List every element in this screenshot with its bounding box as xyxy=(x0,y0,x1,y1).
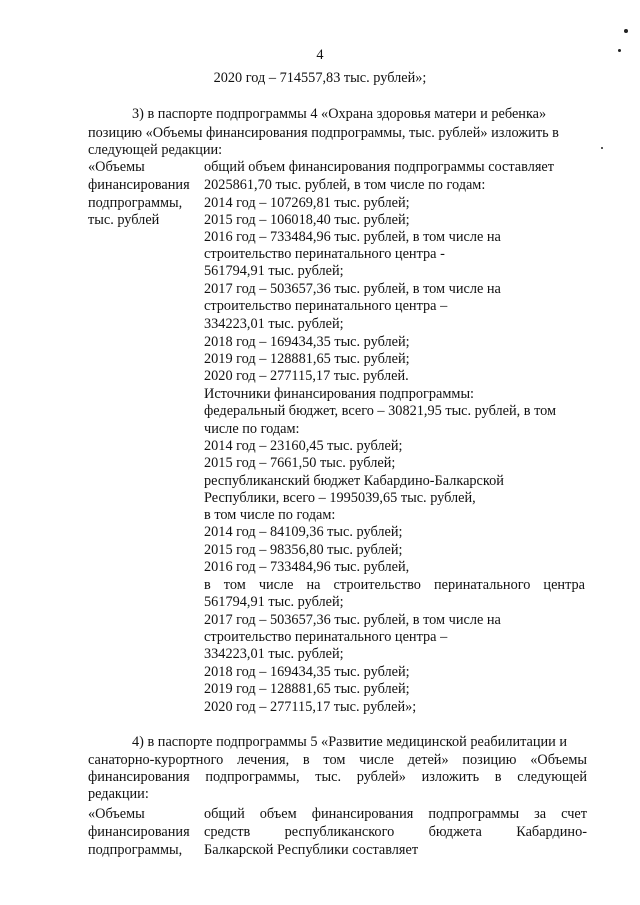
section3-content-line: 2014 год – 23160,45 тыс. рублей; xyxy=(204,438,403,454)
section3-content-line: 2015 год – 106018,40 тыс. рублей; xyxy=(204,212,410,228)
section3-label-line-2: финансирования xyxy=(88,177,190,193)
section3-content-line: в том числе по годам: xyxy=(204,507,336,523)
section3-content-line: 2017 год – 503657,36 тыс. рублей, в том числе на xyxy=(204,281,501,297)
section3-content-line: строительство перинатального центра – xyxy=(204,298,448,314)
scan-speck xyxy=(601,147,603,149)
section3-content-line: 2014 год – 107269,81 тыс. рублей; xyxy=(204,195,410,211)
section4-label-line-2: финансирования xyxy=(88,824,190,840)
section3-content-line: 2015 год – 98356,80 тыс. рублей; xyxy=(204,542,403,558)
section4-label-line-3: подпрограммы, xyxy=(88,842,183,858)
section3-content-line: строительство перинатального центра - xyxy=(204,246,445,262)
section3-content-line: 2019 год – 128881,65 тыс. рублей; xyxy=(204,681,410,697)
section3-content-line: 561794,91 тыс. рублей; xyxy=(204,263,344,279)
section4-content-line: Балкарской Республики составляет xyxy=(204,842,419,858)
section3-intro-line-3: следующей редакции: xyxy=(88,142,223,158)
section3-content-line: 2016 год – 733484,96 тыс. рублей, xyxy=(204,559,410,575)
section3-content-line: числе по годам: xyxy=(204,421,300,437)
section4-intro-line-2: санаторно-курортного лечения, в том числе детей» позицию «Объемы xyxy=(88,752,587,768)
previous-section-end: 2020 год – 714557,83 тыс. рублей»; xyxy=(213,70,427,86)
section3-content-line: 334223,01 тыс. рублей; xyxy=(204,646,344,662)
scan-speck xyxy=(618,49,621,52)
section3-label-line-1: «Объемы xyxy=(88,159,145,175)
scan-speck xyxy=(624,29,628,33)
section3-content-line: 2020 год – 277115,17 тыс. рублей. xyxy=(204,368,409,384)
section3-content-line: 2017 год – 503657,36 тыс. рублей, в том числе на xyxy=(204,612,501,628)
section3-content-line: 561794,91 тыс. рублей; xyxy=(204,594,344,610)
section3-content-line: 2025861,70 тыс. рублей, в том числе по годам: xyxy=(204,177,486,193)
section3-content-line: федеральный бюджет, всего – 30821,95 тыс. рублей, в том xyxy=(204,403,557,419)
section3-content-line: Источники финансирования подпрограммы: xyxy=(204,386,475,402)
section3-content-line: 2016 год – 733484,96 тыс. рублей, в том числе на xyxy=(204,229,501,245)
section3-content-line: 2014 год – 84109,36 тыс. рублей; xyxy=(204,524,403,540)
section4-content-line: общий объем финансирования подпрограммы за счет xyxy=(204,806,587,822)
section3-content-line: строительство перинатального центра – xyxy=(204,629,448,645)
section3-intro-line-2: позицию «Объемы финансирования подпрограммы, тыс. рублей» изложить в xyxy=(88,125,559,141)
section3-content-line: 2019 год – 128881,65 тыс. рублей; xyxy=(204,351,410,367)
section3-content-line: республиканский бюджет Кабардино-Балкарской xyxy=(204,473,504,489)
section3-label-line-3: подпрограммы, xyxy=(88,195,183,211)
section4-label-line-1: «Объемы xyxy=(88,806,145,822)
section3-content-line: 2018 год – 169434,35 тыс. рублей; xyxy=(204,664,410,680)
section3-content-line: 2015 год – 7661,50 тыс. рублей; xyxy=(204,455,396,471)
section3-content-line: 2020 год – 277115,17 тыс. рублей»; xyxy=(204,699,417,715)
section3-label-line-4: тыс. рублей xyxy=(88,212,160,228)
section4-intro-line-3: финансирования подпрограммы, тыс. рублей» изложить в следующей xyxy=(88,769,587,785)
page-number: 4 xyxy=(316,47,324,63)
section4-intro-line-1: 4) в паспорте подпрограммы 5 «Развитие медицинской реабилитации и xyxy=(132,734,568,750)
section3-content-line: 2018 год – 169434,35 тыс. рублей; xyxy=(204,334,410,350)
section4-content-line: средств республиканского бюджета Кабардино- xyxy=(204,824,587,840)
section4-intro-line-4: редакции: xyxy=(88,786,149,802)
section3-content-line: общий объем финансирования подпрограммы составляет xyxy=(204,159,555,175)
section3-content-line: в том числе на строительство перинатального центра xyxy=(204,577,585,593)
section3-intro-line-1: 3) в паспорте подпрограммы 4 «Охрана здоровья матери и ребенка» xyxy=(132,106,547,122)
section3-content-line: 334223,01 тыс. рублей; xyxy=(204,316,344,332)
section3-content-line: Республики, всего – 1995039,65 тыс. рублей, xyxy=(204,490,476,506)
